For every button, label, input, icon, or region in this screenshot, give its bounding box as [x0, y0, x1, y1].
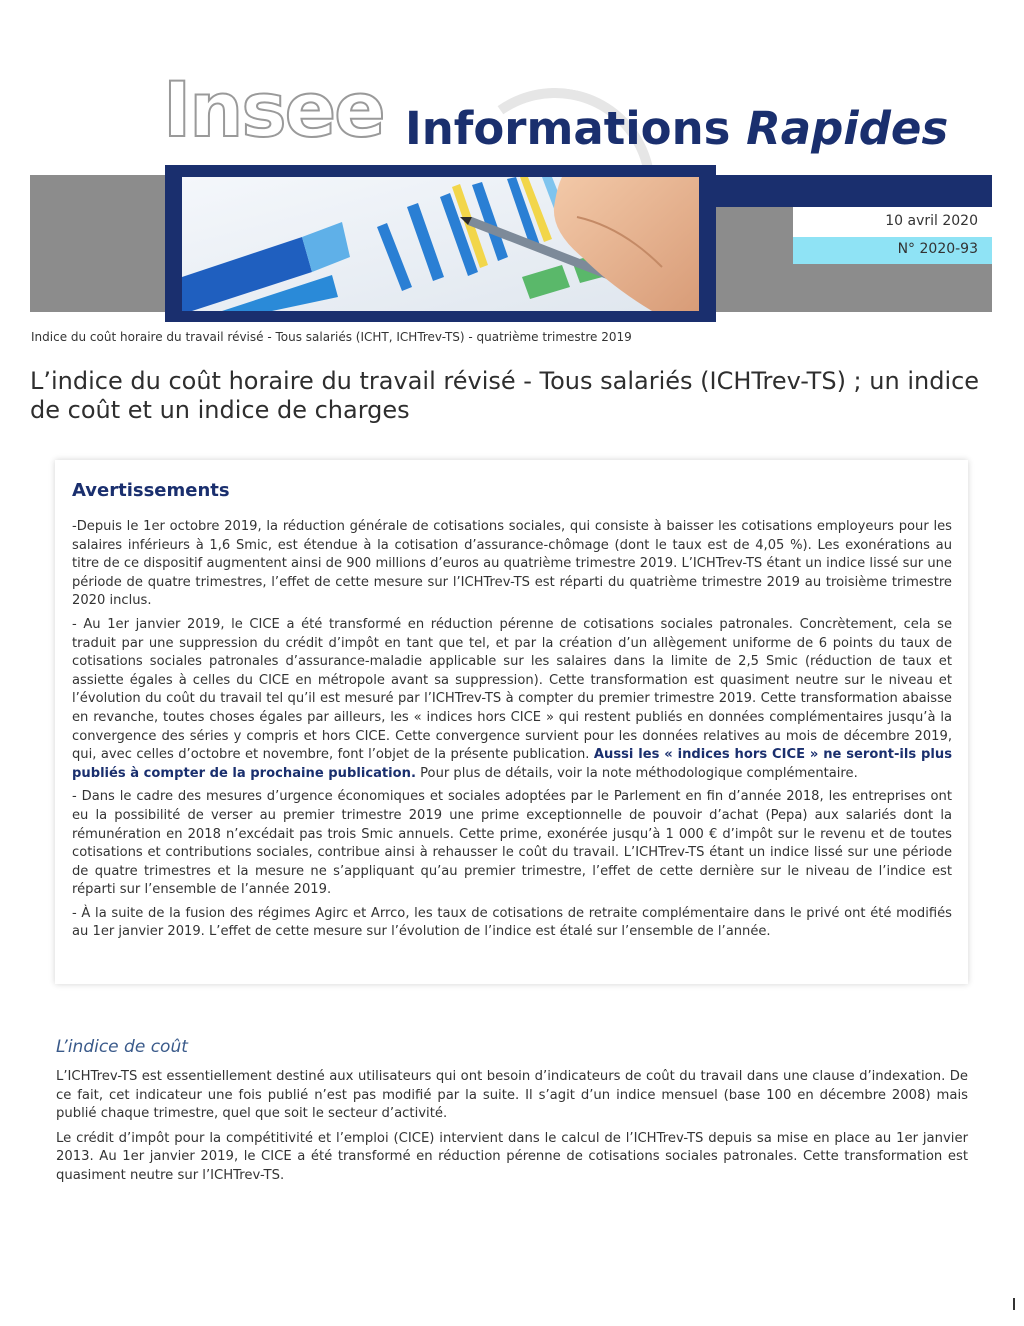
warning-paragraph-2 [72, 616, 952, 783]
publication-title [405, 102, 949, 155]
warning-paragraph-2-tail: Pour plus de détails, voir la note méthodologique complémentaire. [415, 765, 858, 781]
warning-paragraph-1: -Depuis le 1er octobre 2019, la réduction générale de cotisations sociales, qui consiste à baisser les cotisations employeurs pour les salaires inférieurs à 1,6 Smic, est étendue à la cotisation d’assurance-chômage (dont le taux est de 4,05 %). Les exonérations au titre de ce dispositif augmentent ainsi de 900 millions d’euros au quatrième trimestre 2019. L’ICHTrev-TS étant un indice lissé sur une période de quatre trimestres, l’effet de cette mesure sur l’ICHTrev-TS est réparti du quatrième trimestre 2019 au troisième trimestre 2020 inclus. [72, 519, 952, 609]
report-kicker: Indice du coût horaire du travail révisé - Tous salariés (ICHT, ICHTrev-TS) - quatrième trimestre 2019 [31, 330, 632, 344]
chart-and-pen-image [182, 177, 699, 311]
section-body [56, 1068, 968, 1192]
banner-photo [165, 165, 716, 322]
date-box [793, 207, 992, 237]
header-navy-band [693, 175, 992, 207]
warnings-title: Avertissements [72, 480, 230, 501]
warnings-box [55, 460, 968, 984]
issue-number-box [793, 237, 992, 264]
section-paragraph-2: Le crédit d’impôt pour la compétitivité et l’emploi (CICE) intervient dans le calcul de l’ICHTrev-TS depuis sa mise en place au 1er janvier 2013. Au 1er janvier 2019, le CICE a été transformé en réduction pérenne de cotisations sociales patronales. Cette transformation est quasiment neutre sur l’ICHTrev-TS. [56, 1130, 968, 1183]
issue-number: N° 2020-93 [897, 241, 978, 257]
warning-paragraph-2-text: - Au 1er janvier 2019, le CICE a été transformé en réduction pérenne de cotisations sociales patronales. Concrètement, cela se traduit par une suppression du crédit d’impôt en tant que tel, et par la création d’un allègement uniforme de 6 points du taux de cotisations sociales patronales d’assurance-maladie applicable sur les salaires dans la limite de 2,5 Smic (réduction de taux et assiette égales à celles du CICE en métropole avant sa suppression). Cette transformation est quasiment neutre sur le niveau et l’évolution du coût du travail tel qu’il est mesuré par l’ICHTrev-TS à compter du premier trimestre 2019. Cette transformation abaisse en revanche, toutes choses égales par ailleurs, les « indices hors CICE » qui restent publiés en données complémentaires jusqu’à la convergence des séries y compris et hors CICE. Cette convergence survient pour les données relatives au mois de décembre 2019, qui, avec celles d’octobre et novembre, font l’objet de la présente publication. [72, 616, 952, 763]
publication-title-italic: Rapides [746, 102, 949, 155]
publication-date: 10 avril 2020 [885, 213, 978, 229]
warning-paragraph-4: - À la suite de la fusion des régimes Agirc et Arrco, les taux de cotisations de retraite complémentaire dans le privé ont été modifiés au 1er janvier 2019. L’effet de cette mesure sur l’évolution de l’indice est étalé sur l’ensemble de l’année. [72, 905, 952, 940]
warning-paragraph-2-bold: Aussi les « indices hors CICE » ne seront-ils plus publiés à compter de la prochaine publication. [72, 747, 952, 781]
page-title: L’indice du coût horaire du travail révisé - Tous salariés (ICHTrev-TS) ; un indice de coût et un indice de charges [30, 367, 980, 424]
warnings-body [72, 518, 952, 947]
insee-logo: Insee [163, 65, 384, 154]
publication-title-regular: Informations [405, 102, 747, 155]
page-edge-mark [1013, 1298, 1015, 1310]
section-paragraph-1: L’ICHTrev-TS est essentiellement destiné aux utilisateurs qui ont besoin d’indicateurs de coût du travail dans une clause d’indexation. De ce fait, cet indicateur une fois publié n’est pas modifié par la suite. Il s’agit d’un indice mensuel (base 100 en décembre 2008) mais publié chaque trimestre, quel que soit le secteur d’activité. [56, 1069, 968, 1122]
warning-paragraph-3: - Dans le cadre des mesures d’urgence économiques et sociales adoptées par le Parlement en fin d’année 2018, les entreprises ont eu la possibilité de verser au premier trimestre 2019 une prime exceptionnelle de pouvoir d’achat (Pepa) aux salariés dont la rémunération en 2018 n’excédait pas trois Smic annuels. Cette prime, exonérée jusqu’à 1 000 € d’impôt sur le revenu et de toutes cotisations et contributions sociales, contribue ainsi à rehausser le coût du travail. L’ICHTrev-TS étant un indice lissé sur une période de quatre trimestres et la mesure ne s’appliquant qu’au premier trimestre, l’effet de cette dernière sur le niveau de l’indice est réparti sur l’ensemble de l’année 2019. [72, 789, 952, 898]
section-title: L’indice de coût [56, 1037, 188, 1057]
